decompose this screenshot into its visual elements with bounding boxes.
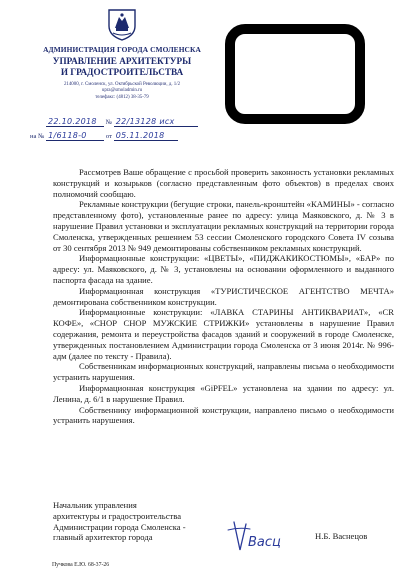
signatory-title-line: Администрации города Смоленска - xyxy=(53,521,186,532)
paragraph-owners-notified: Собственникам информационных конструкций, направлены письма о необходимости устранить нарушения. xyxy=(53,361,394,383)
outgoing-number-sign: № xyxy=(105,119,113,126)
department-address xyxy=(30,82,214,101)
department-line-1: УПРАВЛЕНИЕ АРХИТЕКТУРЫ xyxy=(52,56,192,66)
signatory-title-line: Начальник управления xyxy=(53,500,137,510)
incoming-date: 05.11.2018 xyxy=(115,131,165,140)
paragraph-travel-agency: Информационная конструкция «ТУРИСТИЧЕСКОЕ АГЕНТСТВО МЕЧТА» демонтирована собственником конструкции. xyxy=(53,285,394,307)
outgoing-date: 22.10.2018 xyxy=(48,117,97,126)
signatory-name: Н.Б. Васнецов xyxy=(315,531,368,541)
paragraph-owner-notified: Собственнику информационной конструкции, направлено письмо о необходимости устранить нарушения. xyxy=(53,404,394,426)
executor-footer: Пучкова Е.Ю. 68-37-26 xyxy=(52,562,110,568)
department-line-2: И ГРАДОСТРОИТЕЛЬСТВА xyxy=(60,67,184,77)
incoming-prefix: на № xyxy=(30,133,45,140)
letter-body xyxy=(53,167,394,426)
redacted-addressee-block xyxy=(225,24,365,124)
incoming-number: 1/6118-0 xyxy=(48,131,87,140)
outgoing-number: 22/13128 исх xyxy=(115,117,175,126)
paragraph-info-structures-violation: Информационные конструкции: «ЛАВКА СТАРИНЫ АНТИКВАРИАТ», «CR КОФЕ», «СНОР СНОР МУЖСКИЕ СТРИЖКИ» установлены в нарушение Правил содержания, ремонта и переустройства фасадов зданий и сооружений в городе Смоленске, утвержденных постановлением Администрации города Смоленска от 3 июня 2014г. № 996-адм (далее по тексту - Правила). xyxy=(53,307,394,361)
paragraph-advertising-structures: Рекламные конструкции (бегущие строки, панель-кронштейн «КАМИНЫ» - согласно представленному фото), установленные ранее по адресу: улица Маяковского, д. № 3 в нарушение Правил установки и эксплуатации рекламных конструкций на территории города Смоленска, утвержденных решением 53 сессии Смоленского городского Совета IV созыва от 30 сентября 2013 № 949 демонтированы собственником рекламных конструкций. xyxy=(53,199,394,253)
department-name xyxy=(30,56,214,78)
paragraph-gipfel: Информационная конструкция «GiPFEL» установлена на здании по адресу: ул. Ленина, д. 6/1 в нарушение Правил. xyxy=(53,382,394,404)
paragraph-intro: Рассмотрев Ваше обращение с просьбой проверить законность установки рекламных конструкций и козырьков (согласно представленным фото объектов) в пределах своих полномочий сообщаю. xyxy=(53,167,394,199)
address-phone: телефакс: (4812) 38-35-79 xyxy=(95,94,149,100)
address-email: upra@smoladmin.ru xyxy=(101,88,143,94)
signatory-title-line: главный архитектор города xyxy=(53,532,153,543)
administration-name: АДМИНИСТРАЦИЯ ГОРОДА СМОЛЕНСКА xyxy=(43,45,201,54)
signatory-title-line: архитектуры и градостроительства xyxy=(53,510,182,521)
signature-text: Васц xyxy=(248,535,281,550)
incoming-from-label: от xyxy=(105,133,112,140)
signatory-title xyxy=(53,500,186,543)
address-line: 214000, г. Смоленск, ул. Октябрьской Революции, д. 1/2 xyxy=(63,82,181,87)
handwritten-signature xyxy=(226,516,286,556)
paragraph-info-structures-legal: Информационные конструкции: «ЦВЕТЫ», «ПИДЖАКИКОСТЮМЫ», «БАР» по адресу: ул. Маяковского, д. № 3, установлены на основании оформленного и выданного паспорта фасада на здание. xyxy=(53,253,394,285)
smolensk-coat-of-arms-icon xyxy=(106,7,138,41)
outgoing-reference xyxy=(46,117,198,127)
incoming-reference xyxy=(30,131,178,141)
